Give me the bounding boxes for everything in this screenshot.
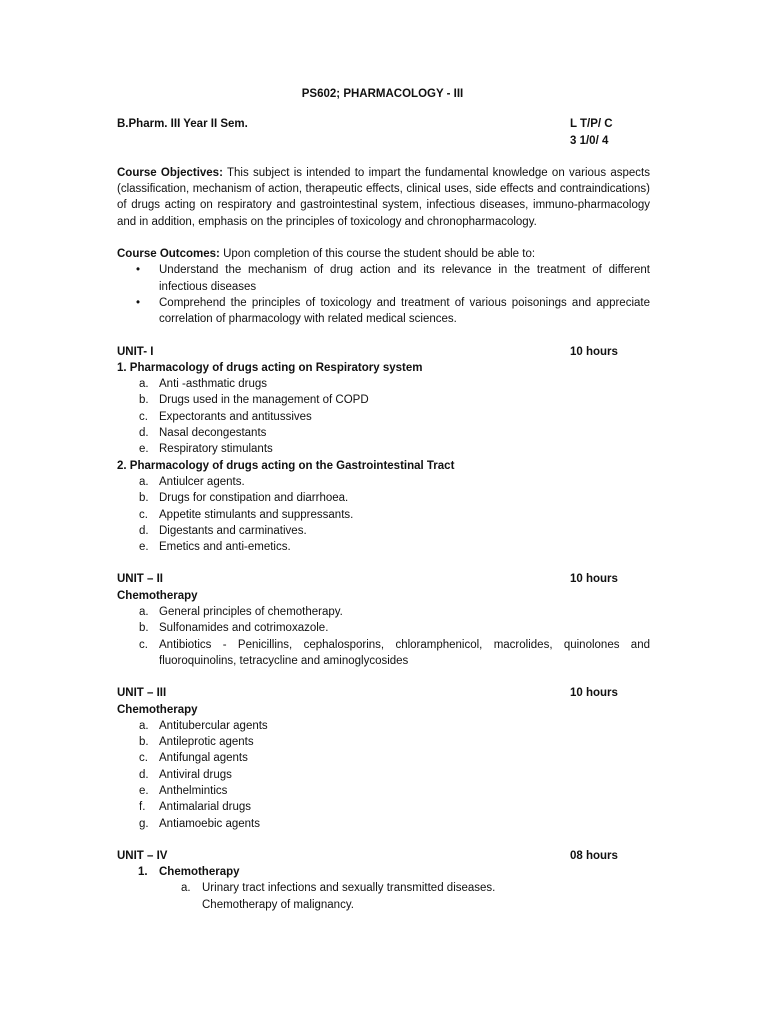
list-item: e. Emetics and anti-emetics. — [139, 541, 291, 554]
list-item: d. Antiviral drugs — [139, 768, 232, 781]
list-item: a. General principles of chemotherapy. — [139, 606, 343, 619]
unit1-header — [117, 344, 650, 360]
unit1-section1-heading: 1. Pharmacology of drugs acting on Respiratory system — [117, 361, 423, 374]
outcomes-text: Upon completion of this course the student should be able to: — [219, 248, 536, 261]
unit3-heading: Chemotherapy — [117, 703, 198, 716]
list-item: a. Anti -asthmatic drugs — [139, 378, 268, 391]
list-item: b. Sulfonamides and cotrimoxazole. — [139, 622, 329, 635]
bullet-icon: • — [135, 264, 141, 277]
unit3-hours: 10 hours — [570, 687, 618, 700]
unit2-header — [117, 571, 650, 587]
list-item: d. Digestants and carminatives. — [139, 524, 307, 537]
unit4-hours: 08 hours — [570, 849, 618, 862]
objectives-text: This subject is intended to impart the fundamental knowledge on various aspects (classification, mechanism of action, therapeutic effects, clinical uses, side effects and contraindications) of drugs acting on respiratory and gastrointestinal system, infectious diseases, immuno-pharmacology and in addition, emphasis on the principles of toxicology and chronopharmacology. — [117, 166, 650, 228]
course-outcomes — [117, 246, 650, 262]
list-item: d. Nasal decongestants — [139, 427, 267, 440]
list-item: b. Antileprotic agents — [139, 736, 254, 749]
unit2-heading: Chemotherapy — [117, 589, 198, 602]
unit4-heading — [117, 864, 650, 880]
list-item: e. Anthelmintics — [139, 784, 228, 797]
unit1-title: UNIT- I — [117, 345, 154, 358]
list-item: a. Urinary tract infections and sexually transmitted diseases. — [181, 882, 496, 895]
outcomes-label: Course Outcomes: — [117, 248, 220, 261]
unit2-title: UNIT – II — [117, 573, 164, 586]
list-item: c. Antifungal agents — [139, 752, 248, 765]
page-title: PS602; PHARMACOLOGY - III — [301, 88, 464, 100]
list-item: b. Drugs for constipation and diarrhoea. — [139, 492, 349, 505]
unit4-heading-number: 1. — [138, 866, 148, 879]
outcome-item — [117, 262, 650, 295]
unit4-heading-text: Chemotherapy — [159, 866, 240, 879]
list-item: a. Antitubercular agents — [139, 719, 268, 732]
outcome-item — [117, 295, 650, 328]
ltpc-values: 3 1/0/ 4 — [570, 134, 609, 147]
unit1-section2-heading: 2. Pharmacology of drugs acting on the Gastrointestinal Tract — [117, 459, 455, 472]
bullet-icon: • — [135, 296, 141, 309]
outcome-item-text: Understand the mechanism of drug action and its relevance in the treatment of different infectious diseases — [159, 264, 650, 293]
unit1-hours: 10 hours — [570, 345, 618, 358]
list-item: b. Drugs used in the management of COPD — [139, 394, 369, 407]
unit2-hours: 10 hours — [570, 573, 618, 586]
list-item: c. Expectorants and antitussives — [139, 410, 312, 423]
list-item: c. Antibiotics - Penicillins, cephalosporins, chloramphenicol, macrolides, quinolones and fluoroquinolins, tetracycline and aminoglycosides — [139, 638, 650, 667]
unit3-header — [117, 685, 650, 701]
outcome-item-text: Comprehend the principles of toxicology and treatment of various poisonings and appreciate correlation of pharmacology with related medical sciences. — [159, 296, 650, 326]
unit4-header — [117, 848, 650, 864]
list-item: e. Respiratory stimulants — [139, 443, 273, 456]
list-item: g. Antiamoebic agents — [139, 817, 261, 830]
objectives-label: Course Objectives: — [117, 166, 223, 179]
list-item: f. Antimalarial drugs — [139, 801, 252, 814]
unit4-title: UNIT – IV — [117, 849, 168, 862]
syllabus-page — [117, 86, 650, 913]
program-row — [117, 116, 650, 132]
program-label: B.Pharm. III Year II Sem. — [117, 118, 248, 131]
list-item: c. Appetite stimulants and suppressants. — [139, 508, 354, 521]
course-objectives — [117, 165, 650, 230]
ltpc-header: L T/P/ C — [570, 118, 613, 131]
unit3-title: UNIT – III — [117, 687, 167, 700]
ltpc-values-row — [117, 133, 650, 149]
list-item: a. Antiulcer agents. — [139, 475, 245, 488]
list-item: Chemotherapy of malignancy. — [202, 898, 354, 911]
